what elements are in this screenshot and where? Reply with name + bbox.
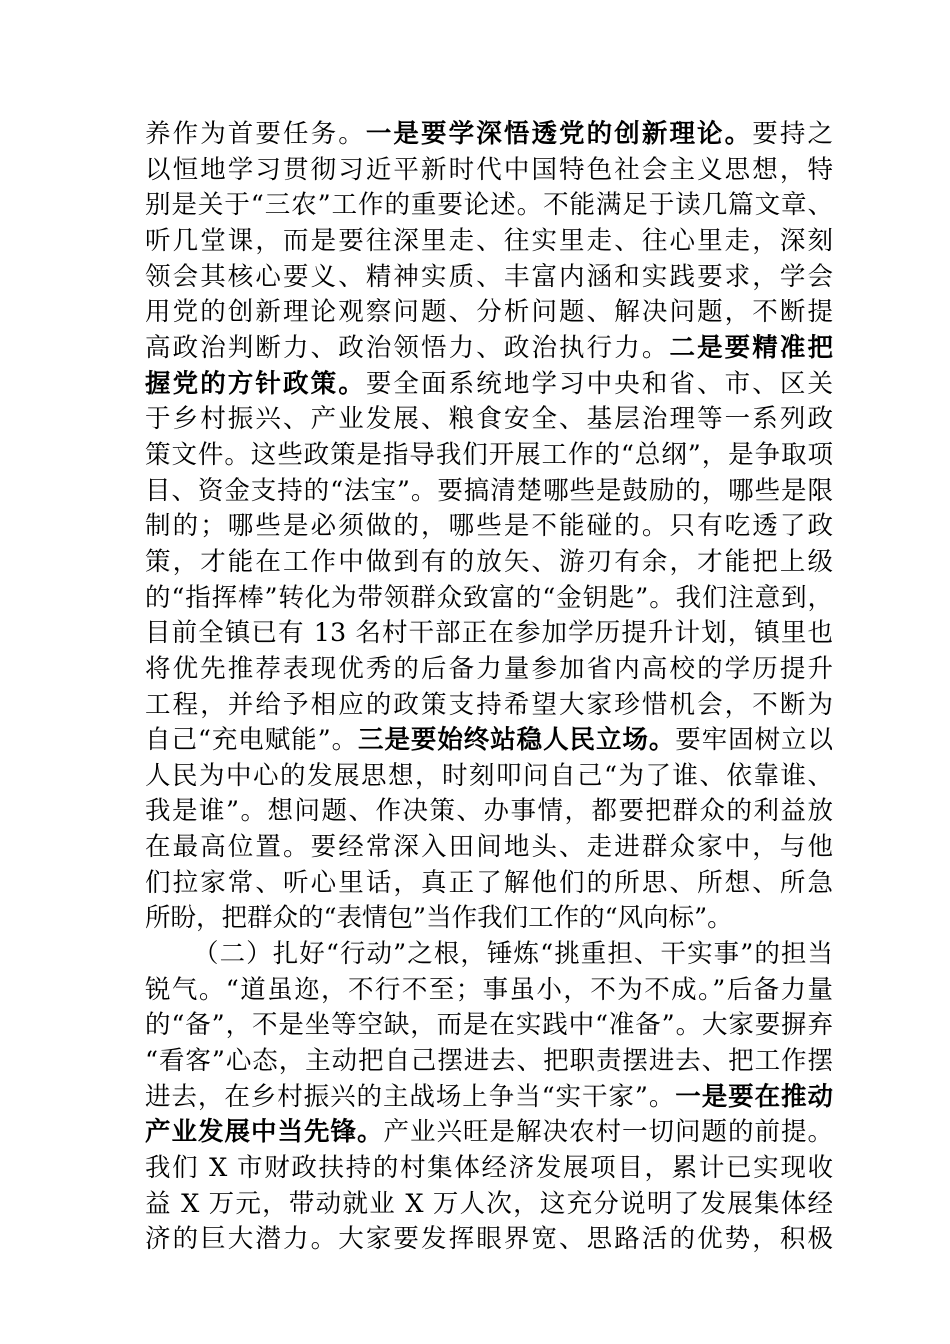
body-text: 养作为首要任务。	[145, 119, 366, 149]
text-line	[145, 1008, 833, 1044]
text-line	[145, 474, 833, 510]
text-line	[145, 117, 833, 153]
text-line	[145, 901, 833, 937]
body-text: 听几堂课，而是要往深里走、往实里走、往心里走，深刻	[145, 225, 833, 256]
text-line	[145, 652, 833, 688]
body-text: 用党的创新理论观察问题、分析问题、解决问题，不断提	[145, 297, 833, 328]
body-text: 制的；哪些是必须做的，哪些是不能碰的。只有吃透了政	[145, 511, 833, 542]
body-text: 所盼，把群众的“表情包”当作我们工作的“风向标”。	[145, 903, 733, 934]
body-text: 在最高位置。要经常深入田间地头、走进群众家中，与他	[145, 832, 833, 863]
bold-heading-text: 二是要精准把	[669, 332, 833, 363]
body-text: 济的巨大潜力。大家要发挥眼界宽、思路活的优势，积极	[145, 1224, 833, 1255]
bold-heading-text: 一是要在推动	[675, 1081, 833, 1112]
text-line	[145, 1222, 833, 1258]
body-text: （二）扎好“行动”之根，锤炼“挑重担、干实事”的担当	[193, 939, 833, 970]
body-text: 自己“充电赋能”。	[145, 725, 359, 756]
body-text: 高政治判断力、政治领悟力、政治执行力。	[145, 332, 670, 363]
text-line	[145, 545, 833, 581]
text-line	[145, 723, 833, 759]
text-line	[145, 1187, 833, 1223]
text-line	[145, 402, 833, 438]
text-line	[145, 1151, 833, 1187]
bold-heading-text: 产业发展中当先锋。	[145, 1117, 384, 1148]
text-line	[145, 438, 833, 474]
text-line	[145, 509, 833, 545]
document-body	[145, 117, 833, 1258]
body-text: 我是谁”。想问题、作决策、办事情，都要把群众的利益放	[145, 796, 833, 827]
body-text: 别是关于“三农”工作的重要论述。不能满足于读几篇文章、	[145, 190, 833, 221]
text-line	[145, 688, 833, 724]
text-line	[145, 973, 833, 1009]
text-line	[145, 1080, 833, 1116]
body-text: 人民为中心的发展思想，时刻叩问自己“为了谁、依靠谁、	[145, 760, 833, 791]
body-text: 益 X 万元，带动就业 X 万人次，这充分说明了发展集体经	[145, 1188, 833, 1219]
body-text: 的“指挥棒”转化为带领群众致富的“金钥匙”。我们注意到，	[145, 582, 833, 613]
body-text: 策文件。这些政策是指导我们开展工作的“总纲”，是争取项	[145, 439, 833, 470]
body-text: 锐气。“道虽迩，不行不至；事虽小，不为不成。”后备力量	[145, 974, 833, 1005]
text-line	[145, 937, 833, 973]
text-line	[145, 759, 833, 795]
body-text: 要牢固树立以	[675, 725, 833, 756]
bold-heading-text: 一是要学深悟透党的创新理论。	[365, 119, 753, 149]
text-line	[145, 295, 833, 331]
text-line	[145, 581, 833, 617]
body-text: 策，才能在工作中做到有的放矢、游刃有余，才能把上级	[145, 546, 833, 577]
bold-heading-text: 握党的方针政策。	[145, 368, 366, 399]
body-text: 要全面系统地学习中央和省、市、区关	[365, 368, 833, 399]
text-line	[145, 260, 833, 296]
body-text: 于乡村振兴、产业发展、粮食安全、基层治理等一系列政	[145, 404, 833, 435]
text-line	[145, 866, 833, 902]
body-text: 们拉家常、听心里话，真正了解他们的所思、所想、所急	[145, 867, 833, 898]
body-text: 目、资金支持的“法宝”。要搞清楚哪些是鼓励的，哪些是限	[145, 475, 833, 506]
body-text: 产业兴旺是解决农村一切问题的前提。	[383, 1117, 833, 1148]
body-text: 我们 X 市财政扶持的村集体经济发展项目，累计已实现收	[145, 1153, 833, 1184]
bold-heading-text: 三是要始终站稳人民立场。	[358, 725, 676, 756]
text-line	[145, 794, 833, 830]
body-text: 领会其核心要义、精神实质、丰富内涵和实践要求，学会	[145, 261, 833, 292]
text-line	[145, 367, 833, 403]
body-text: 进去，在乡村振兴的主战场上争当“实干家”。	[145, 1081, 676, 1112]
body-text: 要持之	[752, 119, 833, 149]
body-text: “看客”心态，主动把自己摆进去、把职责摆进去、把工作摆	[145, 1046, 833, 1077]
text-line	[145, 1044, 833, 1080]
text-line	[145, 188, 833, 224]
text-line	[145, 1115, 833, 1151]
body-text: 目前全镇已有 13 名村干部正在参加学历提升计划，镇里也	[145, 618, 833, 649]
text-line	[145, 331, 833, 367]
body-text: 工程，并给予相应的政策支持希望大家珍惜机会，不断为	[145, 689, 833, 720]
text-line	[145, 224, 833, 260]
text-line	[145, 153, 833, 189]
body-text: 将优先推荐表现优秀的后备力量参加省内高校的学历提升	[145, 653, 833, 684]
body-text: 的“备”，不是坐等空缺，而是在实践中“准备”。大家要摒弃	[145, 1010, 833, 1041]
body-text: 以恒地学习贯彻习近平新时代中国特色社会主义思想，特	[145, 154, 833, 185]
text-line	[145, 616, 833, 652]
text-line	[145, 830, 833, 866]
